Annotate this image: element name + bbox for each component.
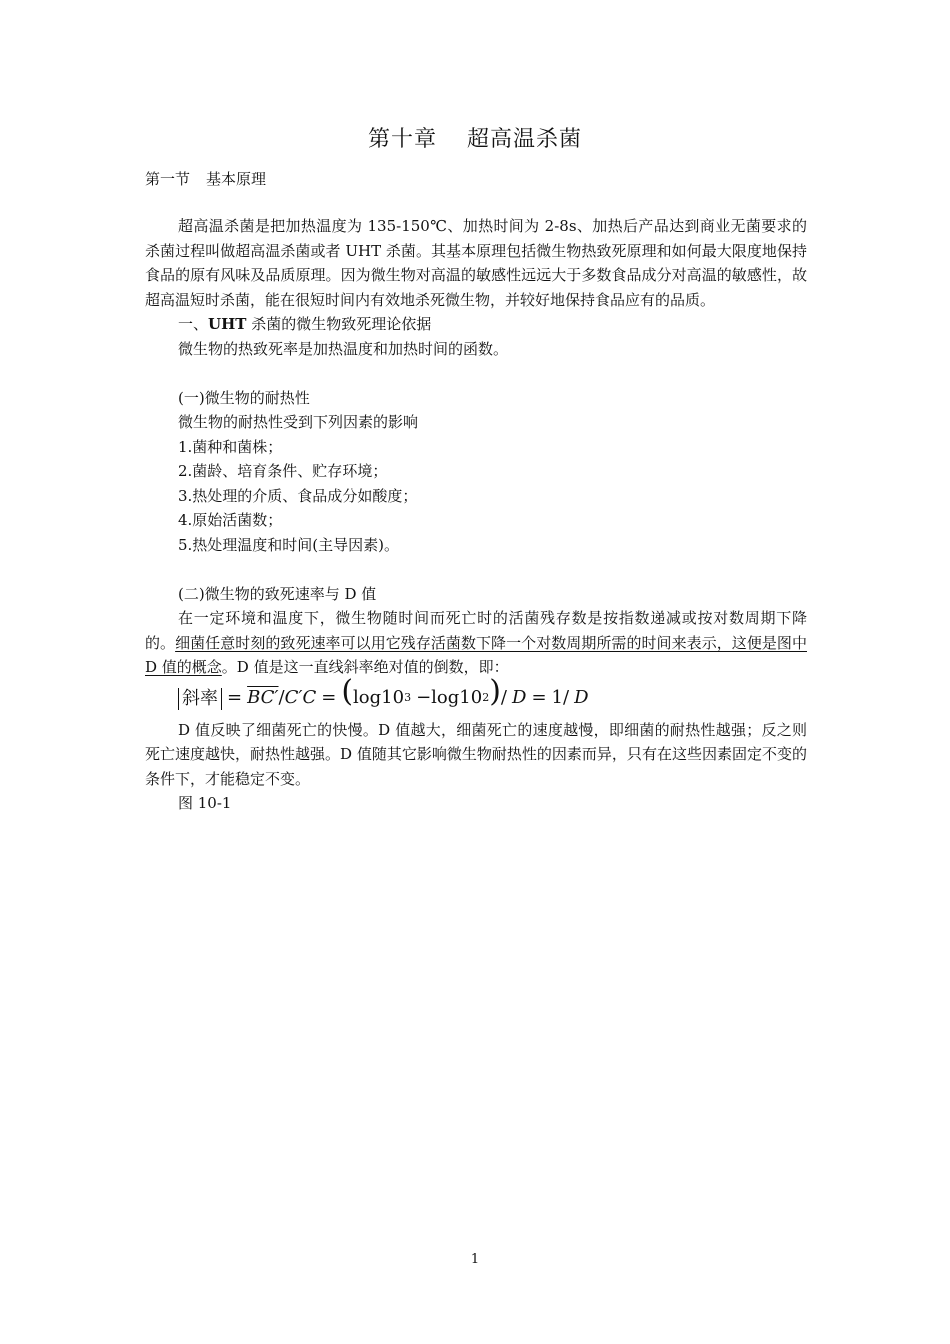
log-term-b-sub: 2 <box>482 691 490 705</box>
underlined-definition: 细菌任意时刻的致死速率可以用它残存活菌数下降一个对数周期所需的时间来表示，这便是图中 D 值的概念 <box>145 633 807 676</box>
body-text <box>145 214 807 816</box>
slope-formula <box>145 673 807 718</box>
abs-slope: 斜率 <box>178 688 222 710</box>
log-term-a: log10 <box>353 687 405 709</box>
factor-item: 2.菌龄、培育条件、贮存环境； <box>178 462 388 480</box>
open-paren: ( <box>341 673 354 709</box>
paragraph-intro: 超高温杀菌是把加热温度为 135-150℃、加热时间为 2-8s、加热后产品达到商业无菌要求的杀菌过程叫做超高温杀菌或者 UHT 杀菌。其基本原理包括微生物热致死原理和如何最大限度地保持食品的原有风味及品质原理。因为微生物对高温的敏感性远远大于多数食品成分对高温的敏感性，故超高温短时杀菌，能在很短时间内有效地杀死微生物，并较好地保持食品应有的品质。 <box>145 217 807 309</box>
section-heading <box>145 168 266 189</box>
section-number: 第一节 <box>145 170 191 188</box>
paragraph-d-meaning: D 值反映了细菌死亡的快慢。D 值越大，细菌死亡的速度越慢，即细菌的耐热性越强；反之则死亡速度越快，耐热性越强。D 值随其它影响微生物耐热性的因素而异，只有在这些因素固定不变的条件下，才能稳定不变。 <box>145 720 807 788</box>
figure-label: 图 10-1 <box>178 794 232 812</box>
factor-item: 5.热处理温度和时间(主导因素)。 <box>178 535 400 554</box>
one: 1 <box>551 687 563 709</box>
eq-sign: = <box>227 687 243 709</box>
slash: / <box>562 687 570 709</box>
log-term-a-sub: 3 <box>404 691 412 705</box>
minus-sign: − <box>416 687 432 709</box>
subheading-heat-resistance: (一)微生物的耐热性 <box>178 388 310 407</box>
paragraph-function: 微生物的热致死率是加热温度和加热时间的函数。 <box>178 339 509 358</box>
slash: / <box>500 687 507 709</box>
slash: / <box>278 687 285 709</box>
segment-cc: C′C <box>284 687 317 709</box>
para3-end: 。D 值是这一直线斜率绝对值的倒数，即： <box>221 658 509 676</box>
page-number: 1 <box>470 1252 480 1267</box>
heading-uht-theory <box>145 312 807 337</box>
subheading-d-value: (二)微生物的致死速率与 D 值 <box>178 584 377 603</box>
factors-intro: 微生物的耐热性受到下列因素的影响 <box>178 413 419 431</box>
eq-sign: = <box>531 687 547 709</box>
d-symbol: D <box>574 687 589 709</box>
eq-sign: = <box>321 687 337 709</box>
factor-item: 1.菌种和菌株； <box>178 437 283 456</box>
log-term-b: log10 <box>431 687 483 709</box>
chapter-name: 超高温杀菌 <box>467 127 583 152</box>
chapter-title <box>0 122 950 153</box>
close-paren: ) <box>489 673 501 709</box>
segment-bc: BC′ <box>247 687 279 709</box>
heading-prefix: 一、 <box>178 315 209 333</box>
heading-rest: 杀菌的微生物致死理论依据 <box>246 315 432 333</box>
para3-start: 在一定环境和温度下，微生物随时间而死亡时的活菌残存数是按指数递减或按对数周期下降的。 <box>145 609 807 652</box>
factor-item: 3.热处理的介质、食品成分如酸度； <box>178 486 418 505</box>
heading-uht-bold: UHT <box>208 315 247 333</box>
d-symbol: D <box>512 687 527 709</box>
section-name: 基本原理 <box>206 170 267 188</box>
paragraph-d-value <box>145 606 807 680</box>
chapter-number: 第十章 <box>367 127 437 152</box>
factor-item: 4.原始活菌数； <box>178 511 283 529</box>
